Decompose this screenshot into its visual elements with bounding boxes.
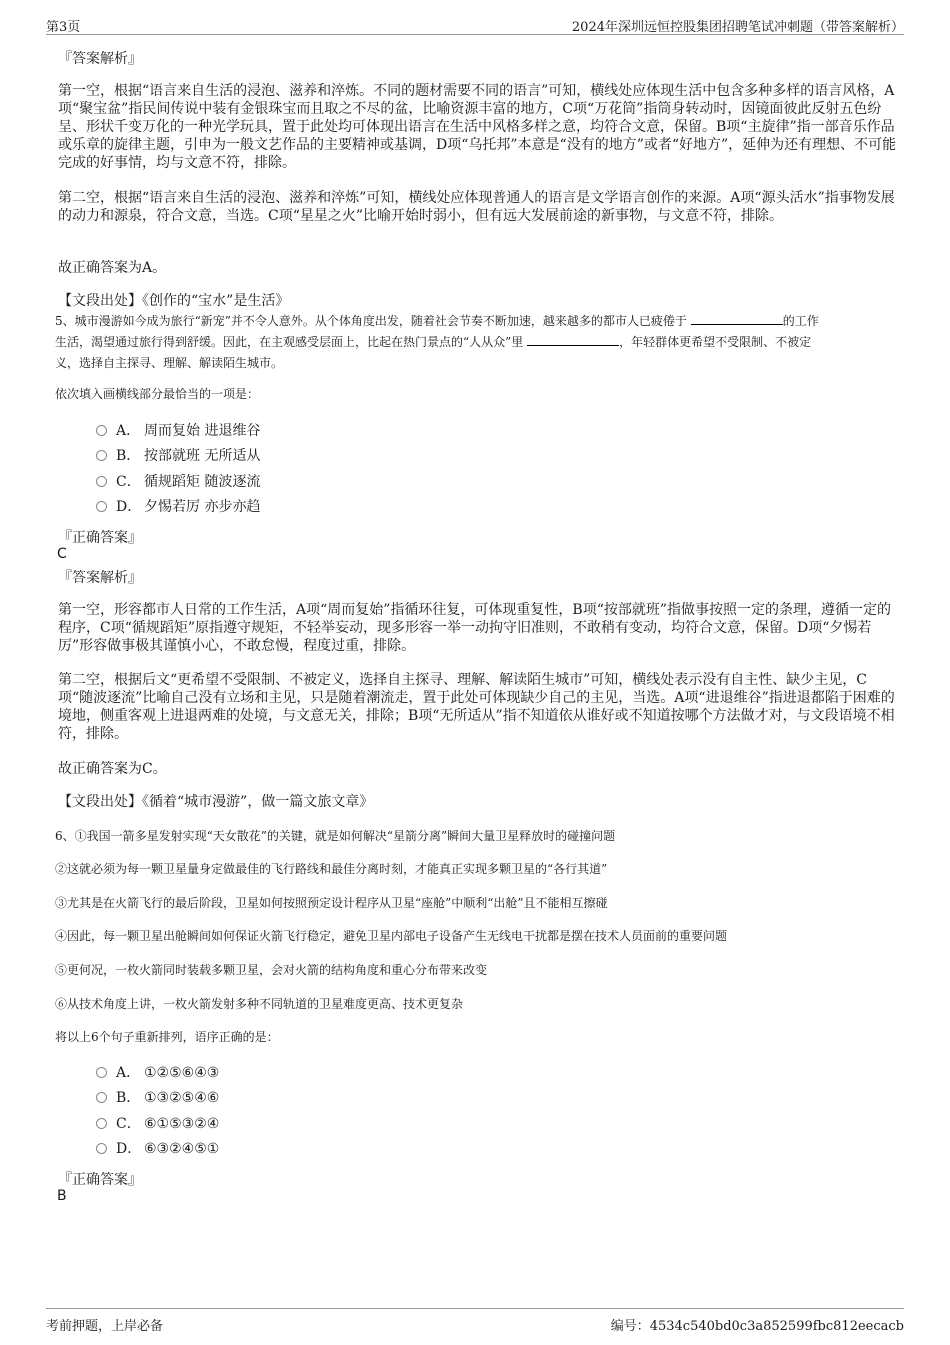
q5-stem-part: 生活，渴望通过旅行得到舒缓。因此，在主观感受层面上，比起在热门景点的“人从众”里 xyxy=(55,335,524,349)
footer-slogan: 考前押题，上岸必备 xyxy=(46,1319,164,1334)
document-title: 2024年深圳远恒控股集团招聘笔试冲刺题（带答案解析） xyxy=(571,20,904,35)
option-text: 周而复始 进退维谷 xyxy=(144,423,261,439)
q4-analysis-paragraph-2: 第二空，根据“语言来自生活的浸泡、滋养和淬炼”可知，横线处应体现普通人的语言是文学语言创作的来源。A项“源头活水”指事物发展的动力和源泉，符合文意，当选。C项“星星之火”比喻开始时弱小，但有远大发展前途的新事物，与文意不符，排除。 xyxy=(58,190,895,224)
q5-stem-part: 5、城市漫游如今成为旅行“新宠”并不令人意外。从个体角度出发，随着社会节奏不断加速，越来越多的都市人已疲倦于 xyxy=(55,314,687,328)
q5-stem-part: 义，选择自主探寻、理解、解读陌生城市。 xyxy=(55,356,284,370)
q6-sentence-5: ⑤更何况，一枚火箭同时装载多颗卫星，会对火箭的结构角度和重心分布带来改变 xyxy=(55,963,488,977)
radio-icon[interactable] xyxy=(96,1118,107,1129)
q4-conclusion: 故正确答案为A。 xyxy=(58,260,167,276)
q5-source: 【文段出处】《循着“城市漫游”，做一篇文旅文章》 xyxy=(58,794,374,810)
option-key: D． xyxy=(116,499,142,515)
q6-sentence-1: 6、①我国一箭多星发射实现“天女散花”的关键，就是如何解决“星箭分离”瞬间大量卫星释放时的碰撞问题 xyxy=(55,829,616,843)
q6-option-a[interactable] xyxy=(96,1063,219,1083)
q6-sentence-6: ⑥从技术角度上讲，一枚火箭发射多种不同轨道的卫星难度更高、技术更复杂 xyxy=(55,997,464,1011)
option-key: C． xyxy=(116,1116,141,1132)
option-key: A． xyxy=(116,1065,141,1081)
q5-prompt: 依次填入画横线部分最恰当的一项是： xyxy=(55,387,260,401)
q6-sentence-4: ④因此，每一颗卫星出舱瞬间如何保证火箭飞行稳定，避免卫星内部电子设备产生无线电干扰都是摆在技术人员面前的重要问题 xyxy=(55,929,728,943)
option-text: ⑥③②④⑤① xyxy=(144,1141,220,1157)
q6-correct-answer: B xyxy=(57,1188,67,1204)
option-text: 循规蹈矩 随波逐流 xyxy=(144,474,261,490)
q5-option-c[interactable] xyxy=(96,472,260,492)
q4-source: 【文段出处】《创作的“宝水”是生活》 xyxy=(58,293,290,309)
q4-analysis-paragraph-1: 第一空，根据“语言来自生活的浸泡、滋养和淬炼。不同的题材需要不同的语言”可知，横线处应体现生活中包含多种多样的语言风格，A项“聚宝盆”指民间传说中装有金银珠宝而且取之不尽的盆，比喻资源丰富的地方，C项“万花筒”指筒身转动时，因镜面彼此反射五色纷呈、形状千变万化的一种光学玩具，置于此处均可体现出语言在生活中风格多样之意，均符合文意，保留。B项“主旋律”指一部音乐作品或乐章的旋律主题，引申为一般文艺作品的主要精神或基调，D项“乌托邦”本意是“没有的地方”或者“好地方”，延伸为还有理想、不可能完成的好事情，均与文意不符，排除。 xyxy=(58,83,897,171)
document-serial: 编号：4534c540bd0c3a852599fbc812eecacb xyxy=(610,1319,904,1334)
option-key: B． xyxy=(116,448,141,464)
q5-analysis-paragraph-1: 第一空，形容都市人日常的工作生活，A项“周而复始”指循环往复，可体现重复性，B项“按部就班”指做事按照一定的条理，遵循一定的程序，C项“循规蹈矩”原指遵守规矩，不轻举妄动，现多形容一举一动拘守旧准则，不敢稍有变动，均符合文意，保留。D项“夕惕若厉”形容做事极其谨慎小心，不敢怠慢，程度过重，排除。 xyxy=(58,602,892,654)
q6-sentence-3: ③尤其是在火箭飞行的最后阶段，卫星如何按照预定设计程序从卫星“座舱”中顺利“出舱”且不能相互擦碰 xyxy=(55,896,608,910)
radio-icon[interactable] xyxy=(96,501,107,512)
radio-icon[interactable] xyxy=(96,450,107,461)
answer-blank-2 xyxy=(527,333,619,346)
q6-correct-heading: 『正确答案』 xyxy=(58,1172,142,1188)
q5-stem xyxy=(55,311,900,374)
option-key: C． xyxy=(116,474,141,490)
option-text: 按部就班 无所适从 xyxy=(144,448,261,464)
page-number: 第3页 xyxy=(46,20,81,35)
option-text: ①③②⑤④⑥ xyxy=(144,1090,220,1106)
q5-conclusion: 故正确答案为C。 xyxy=(58,761,167,777)
option-text: 夕惕若厉 亦步亦趋 xyxy=(144,499,261,515)
radio-icon[interactable] xyxy=(96,1143,107,1154)
radio-icon[interactable] xyxy=(96,1092,107,1103)
q5-option-d[interactable] xyxy=(96,497,260,517)
q6-option-b[interactable] xyxy=(96,1088,219,1108)
option-key: B． xyxy=(116,1090,141,1106)
q5-analysis-heading: 『答案解析』 xyxy=(58,570,142,586)
option-text: ①②⑤⑥④③ xyxy=(144,1065,220,1081)
q6-option-d[interactable] xyxy=(96,1139,219,1159)
q6-option-c[interactable] xyxy=(96,1114,219,1134)
q5-analysis-paragraph-2: 第二空，根据后文“更希望不受限制、不被定义，选择自主探寻、理解、解读陌生城市”可知，横线处表示没有自主性、缺少主见，C项“随波逐流”比喻自己没有立场和主见，只是随着潮流走，置于此处可体现缺少自己的主见，当选。A项“进退维谷”指进退都陷于困难的境地，侧重客观上进退两难的处境，与文意无关，排除；B项“无所适从”指不知道依从谁好或不知道按哪个方法做才对，与文段语境不相符，排除。 xyxy=(58,672,895,742)
option-key: A． xyxy=(116,423,141,439)
radio-icon[interactable] xyxy=(96,1067,107,1078)
q5-option-b[interactable] xyxy=(96,446,260,466)
answer-blank-1 xyxy=(691,312,783,325)
q5-stem-part: ，年轻群体更希望不受限制、不被定 xyxy=(619,335,812,349)
radio-icon[interactable] xyxy=(96,476,107,487)
q4-analysis-heading: 『答案解析』 xyxy=(58,51,142,67)
q5-correct-answer: C xyxy=(57,546,67,562)
q6-sentence-2: ②这就必须为每一颗卫星量身定做最佳的飞行路线和最佳分离时刻，才能真正实现多颗卫星的“各行其道” xyxy=(55,862,608,876)
q5-correct-heading: 『正确答案』 xyxy=(58,530,142,546)
q6-prompt: 将以上6个句子重新排列，语序正确的是： xyxy=(55,1030,279,1044)
radio-icon[interactable] xyxy=(96,425,107,436)
q5-stem-part: 的工作 xyxy=(782,314,819,328)
page-footer xyxy=(46,1308,904,1339)
q5-option-a[interactable] xyxy=(96,421,260,441)
option-text: ⑥①⑤③②④ xyxy=(144,1116,220,1132)
option-key: D． xyxy=(116,1141,142,1157)
page-header xyxy=(46,14,904,35)
